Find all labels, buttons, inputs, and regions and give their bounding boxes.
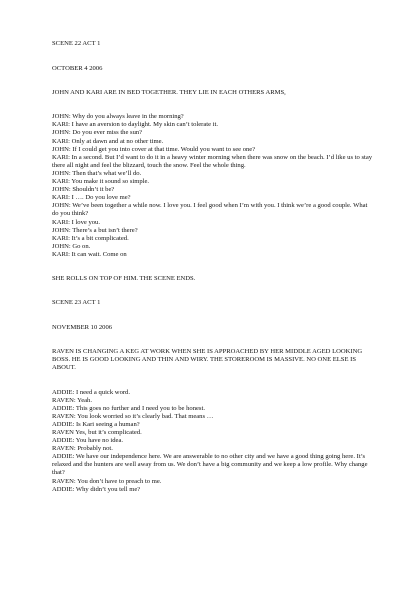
dialogue-block	[52, 113, 374, 259]
dialogue-block	[52, 389, 374, 494]
dialogue-line: KARI: I have an aversion to daylight. My skin can’t tolerate it.	[52, 121, 218, 129]
scene-date: OCTOBER 4 2006	[52, 65, 103, 73]
dialogue-line: ADDIE: This goes no further and I need you to be honest.	[52, 404, 205, 412]
stage-direction: JOHN AND KARI ARE IN BED TOGETHER. THEY LIE IN EACH OTHERS ARMS,	[52, 89, 286, 97]
dialogue-line: KARI: It’s a bit complicated.	[52, 234, 129, 242]
dialogue-line: JOHN: If I could get you into cover at that time. Would you want to see one?	[52, 145, 256, 153]
dialogue-line: ADDIE: Why didn’t you tell me?	[52, 485, 141, 493]
scene-heading: SCENE 23 ACT 1	[52, 299, 101, 307]
dialogue-line: RAVEN Yes, but it’s complicated.	[52, 429, 142, 436]
dialogue-line: ADDIE: I need a quick word.	[52, 388, 131, 396]
dialogue-line: JOHN: Why do you always leave in the morning?	[52, 113, 184, 121]
dialogue-line: KARI: It can wait. Come on	[52, 250, 127, 258]
dialogue-line: RAVEN: You don’t have to preach to me.	[52, 477, 162, 485]
dialogue-line: KARI: You make it sound so simple.	[52, 178, 150, 186]
dialogue-line: JOHN: Then that’s what we’ll do.	[52, 169, 142, 177]
script-text	[52, 40, 374, 494]
scene-date: NOVEMBER 10 2006	[52, 324, 113, 332]
dialogue-line: KARI: In a second. But I’d want to do it in a heavy winter morning when there was snow on the beach. I’d like us to stay there all night and feel the blizzard, touch the snow. Feel the whole thing.	[52, 153, 373, 169]
dialogue-line: JOHN: There’s a but isn’t there?	[52, 226, 138, 234]
dialogue-line: RAVEN: You look worried so it’s clearly bad. That means …	[52, 412, 214, 420]
dialogue-line: ADDIE: We have our independence here. We are answerable to no other city and we have a good thing going here. It’s relaxed and the hunters are well away from us. We don’t have a big community and we keep a low profile. Why change that?	[52, 453, 368, 477]
dialogue-line: KARI: I …. Do you love me?	[52, 194, 131, 202]
dialogue-line: JOHN: Shouldn’t it be?	[52, 186, 115, 194]
dialogue-line: JOHN: Go on.	[52, 242, 91, 250]
dialogue-line: RAVEN: Probably not.	[52, 445, 113, 453]
scene-ending: SHE ROLLS ON TOP OF HIM. THE SCENE ENDS.	[52, 274, 196, 282]
dialogue-line: RAVEN: Yeah.	[52, 396, 92, 404]
dialogue-line: JOHN: Do you ever miss the sun?	[52, 129, 143, 137]
dialogue-line: ADDIE: You have no idea.	[52, 437, 124, 445]
dialogue-line: KARI: I love you.	[52, 218, 100, 226]
scene-heading: SCENE 22 ACT 1	[52, 40, 101, 47]
dialogue-line: KARI: Only at dawn and at no other time.	[52, 137, 164, 145]
dialogue-line: JOHN: We’ve been together a while now. I love you. I feel good when I’m with you. I think we’re a good couple. What do you think?	[52, 202, 368, 218]
dialogue-line: ADDIE: Is Kari seeing a human?	[52, 420, 140, 428]
stage-direction: RAVEN IS CHANGING A KEG AT WORK WHEN SHE IS APPROACHED BY HER MIDDLE AGED LOOKING BOSS. HE IS GOOD LOOKING AND THIN AND WIRY. THE STOREROOM IS MASSIVE. NO ONE ELSE IS ABOUT.	[52, 348, 363, 372]
